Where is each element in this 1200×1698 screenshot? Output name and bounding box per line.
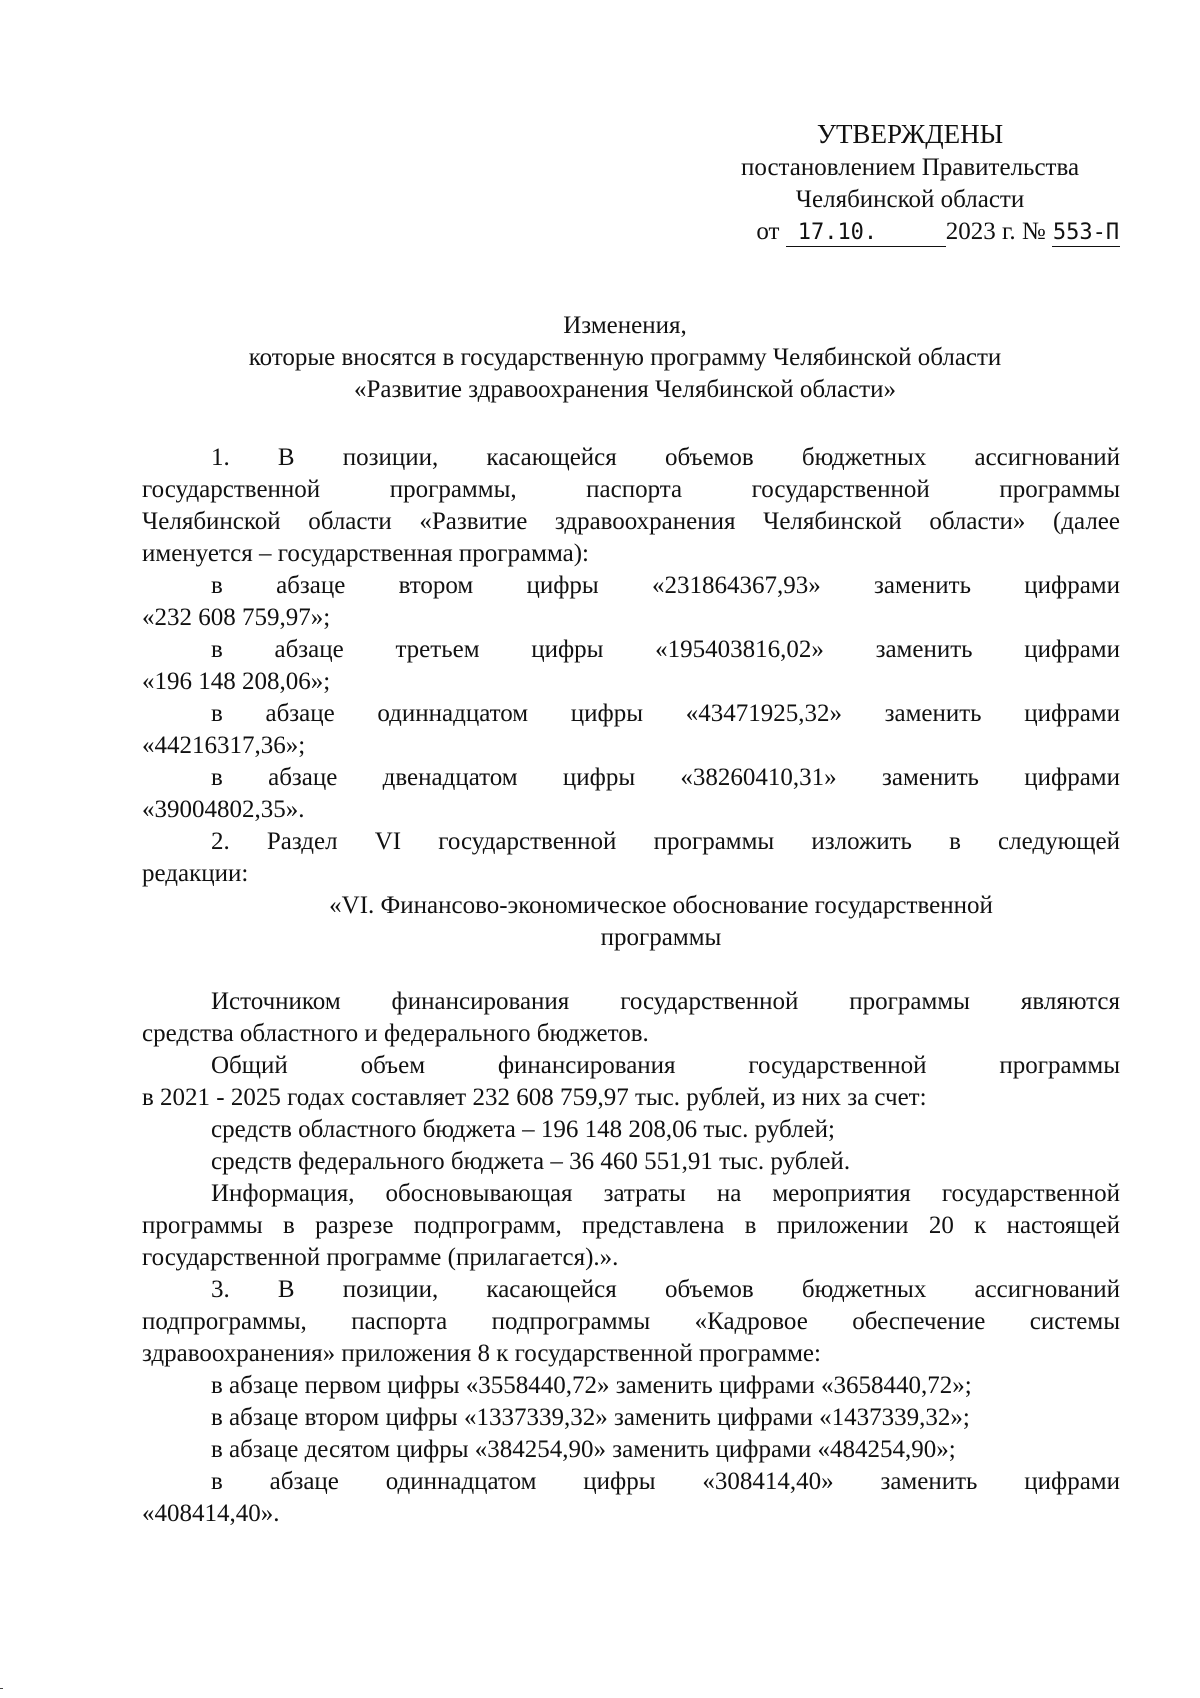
volume-line-2: в 2021 - 2025 годах составляет 232 608 759,97 тыс. рублей, из них за счет: [142,1084,927,1111]
heading-line-1: Изменения, [563,312,687,339]
approval-title: УТВЕРЖДЕНЫ [816,119,1004,149]
subamendment-4-line-2: «408414,40». [142,1500,280,1527]
amendment-3-line-1: в абзаце одиннадцатом цифры «43471925,32» заменить цифрами [211,700,1120,727]
approval-block [700,116,1120,248]
amendment-1-line-2: «232 608 759,97»; [142,604,331,631]
subamendment-1: в абзаце первом цифры «3558440,72» заменить цифрами «3658440,72»; [211,1372,972,1399]
amendment-1-line-1: в абзаце втором цифры «231864367,93» заменить цифрами [211,572,1120,599]
info-line-1: Информация, обосновывающая затраты на мероприятия государственной [211,1180,1120,1207]
item-1-line-3: Челябинской области «Развитие здравоохранения Челябинской области» (далее [142,508,1120,535]
date-year: 2023 г. № [945,218,1046,245]
approval-line-2: Челябинской области [795,186,1025,213]
document-number: 553-П [1052,220,1120,245]
federal-budget-line: средств федерального бюджета – 36 460 551,91 тыс. рублей. [211,1148,851,1175]
approval-line-1: постановлением Правительства [740,154,1080,181]
item-3-line-1: 3. В позиции, касающейся объемов бюджетных ассигнований [211,1276,1120,1303]
item-1-line-4: именуется – государственная программа): [142,540,589,567]
amendment-2-line-1: в абзаце третьем цифры «195403816,02» заменить цифрами [211,636,1120,663]
subamendment-3: в абзаце десятом цифры «384254,90» заменить цифрами «484254,90»; [211,1436,956,1463]
scan-margin-mark [0,1688,3,1689]
heading-line-3: «Развитие здравоохранения Челябинской области» [353,376,896,403]
subamendment-4-line-1: в абзаце одиннадцатом цифры «308414,40» заменить цифрами [211,1468,1120,1495]
section-title-line-1: «VI. Финансово-экономическое обоснование государственной [329,892,993,919]
item-2-line-2: редакции: [142,860,249,887]
date-prefix: от [756,218,780,245]
regional-budget-line: средств областного бюджета – 196 148 208,06 тыс. рублей; [211,1116,835,1143]
item-1-line-2: государственной программы, паспорта государственной программы [142,476,1120,503]
document-body [142,442,1120,1530]
info-line-2: программы в разрезе подпрограмм, представлена в приложении 20 к настоящей [142,1212,1120,1239]
item-1-line-1: 1. В позиции, касающейся объемов бюджетных ассигнований [211,444,1120,471]
item-2-line-1: 2. Раздел VI государственной программы изложить в следующей [211,828,1120,855]
item-3-line-2: подпрограммы, паспорта подпрограммы «Кадровое обеспечение системы [142,1308,1120,1335]
heading-line-2: которые вносятся в государственную программу Челябинской области [248,344,1002,371]
amendment-3-line-2: «44216317,36»; [142,732,306,759]
section-gap [142,954,1120,986]
amendment-4-line-2: «39004802,35». [142,796,305,823]
amendment-4-line-1: в абзаце двенадцатом цифры «38260410,31» заменить цифрами [211,764,1120,791]
subamendment-2: в абзаце втором цифры «1337339,32» заменить цифрами «1437339,32»; [211,1404,970,1431]
sources-line-1: Источником финансирования государственной программы являются [211,988,1120,1015]
document-heading [130,310,1120,406]
sources-line-2: средства областного и федерального бюджетов. [142,1020,649,1047]
date-value: 17.10. [786,220,946,247]
info-line-3: государственной программе (прилагается).». [142,1244,619,1271]
item-3-line-3: здравоохранения» приложения 8 к государственной программе: [142,1340,821,1367]
section-title-line-2: программы [600,924,722,951]
approval-date-line [700,216,1120,248]
volume-line-1: Общий объем финансирования государственной программы [211,1052,1120,1079]
amendment-2-line-2: «196 148 208,06»; [142,668,331,695]
